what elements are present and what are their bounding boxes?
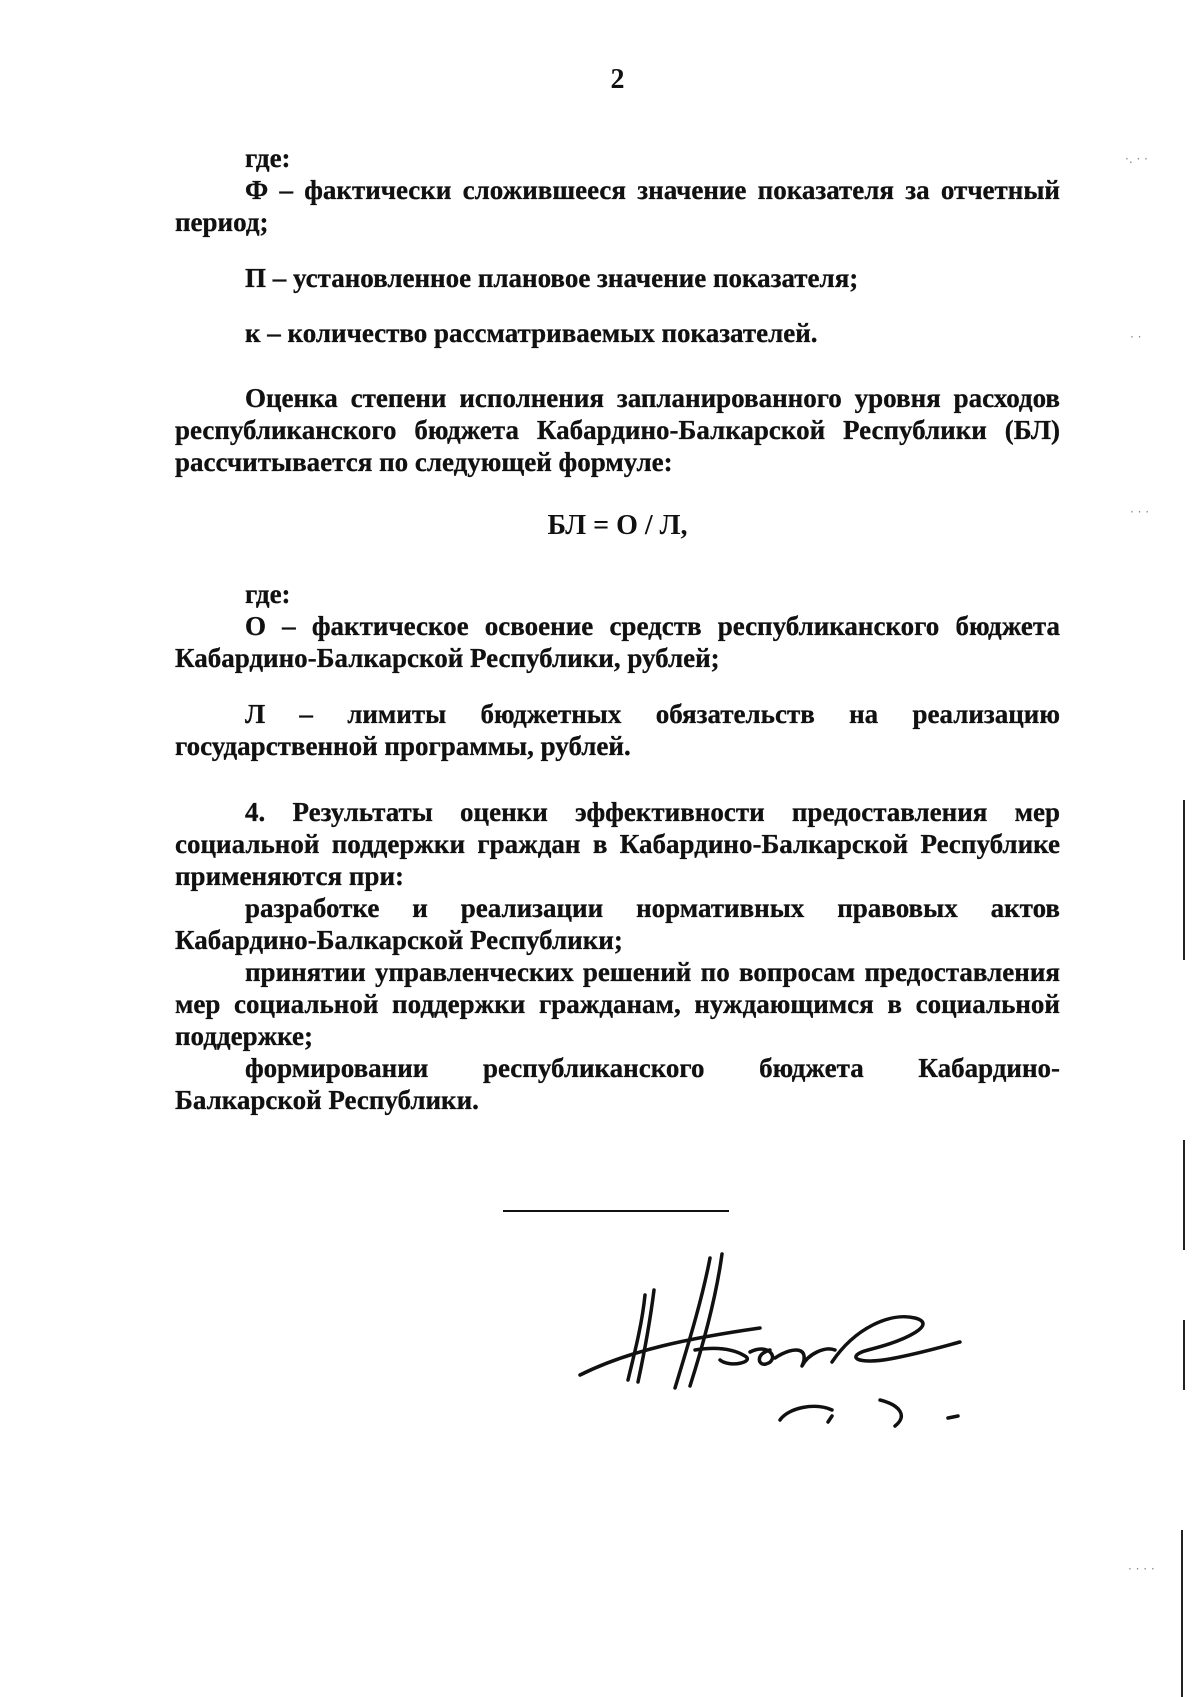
definition-o: О – фактическое освоение средств республиканского бюджета Кабардино-Балкарской Республики, рублей; [175,611,1060,673]
where-label: где: [245,143,291,173]
definition-p-block [175,262,1060,294]
section-4 [175,796,1060,1116]
definition-k-block [175,317,1060,349]
section-4-item-2: принятии управленческих решений по вопросам предоставления мер социальной поддержки гражданам, нуждающимся в социальной поддержке; [175,957,1060,1051]
scan-speck: ·. · · [1125,152,1148,166]
definition-f: Ф – фактически сложившееся значение показателя за отчетный период; [175,175,1060,237]
definitions-block-2 [175,578,1060,674]
estimate-paragraph: Оценка степени исполнения запланированного уровня расходов республиканского бюджета Кабардино-Балкарской Республики (БЛ) рассчитывается по следующей формуле: [175,383,1060,477]
where-label-2: где: [245,579,291,609]
page-number: 2 [610,64,625,95]
definitions-block-1 [175,142,1060,238]
scan-edge-mark [1183,800,1185,960]
section-4-item-1: разработке и реализации нормативных правовых актов Кабардино-Балкарской Республики; [175,893,1060,955]
definition-l: Л – лимиты бюджетных обязательств на реализацию государственной программы, рублей. [175,699,1060,761]
scan-speck: · · [1130,330,1142,344]
section-4-intro: 4. Результаты оценки эффективности предоставления мер социальной поддержки граждан в Кабардино-Балкарской Республике применяются при: [175,797,1060,891]
section-4-item-3: формировании республиканского бюджета Кабардино-Балкарской Республики. [175,1053,1060,1115]
scan-speck: · · · [1130,505,1150,519]
scan-edge-mark [1183,1320,1185,1390]
closing-rule [503,1210,729,1212]
formula-bl: БЛ = О / Л, [547,510,688,541]
scan-edge-mark [1183,1140,1185,1250]
definition-p: П – установленное плановое значение показателя; [245,263,859,293]
estimate-paragraph-block [175,382,1060,478]
scan-edge-mark [1181,1530,1183,1697]
scan-speck: · · · · [1128,1562,1155,1576]
definition-l-block [175,698,1060,762]
handwritten-signature [570,1250,990,1440]
definition-k: к – количество рассматриваемых показателей. [245,318,818,348]
